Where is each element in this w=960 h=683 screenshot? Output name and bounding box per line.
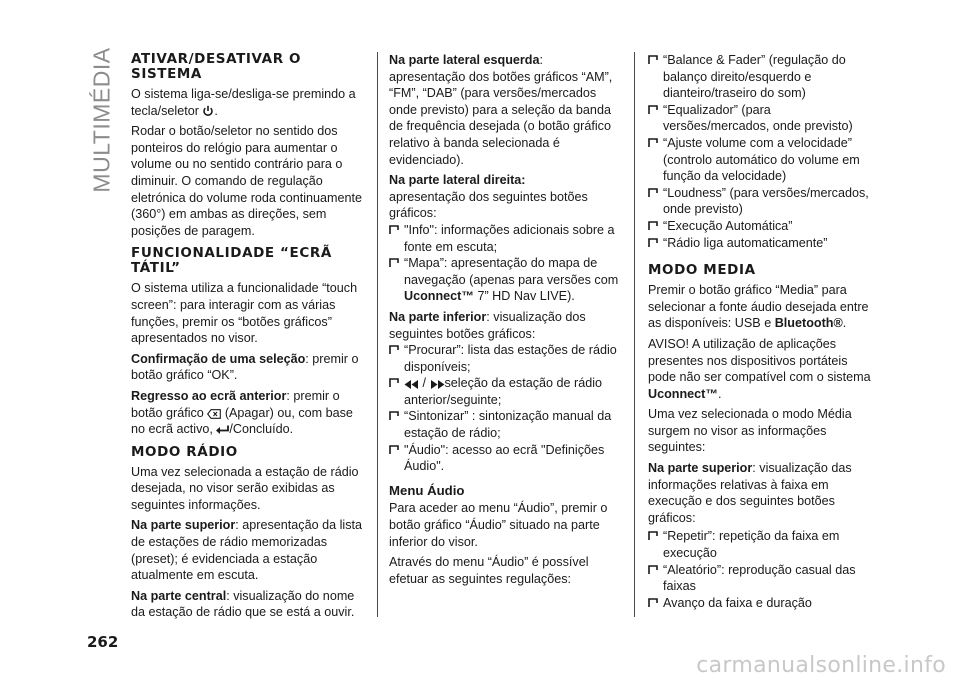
bullet-icon <box>389 445 399 455</box>
paragraph: Na parte central: visualização do nome da estação de rádio que se está a ouvir. <box>131 588 355 620</box>
bullet-icon <box>648 55 658 65</box>
list-item: “Balance & Fader” (regulação do balanço direito/esquerdo e dianteiro/traseiro do som) <box>648 52 878 102</box>
list-item: / seleção da estação de rádio anterior/seguinte; <box>389 375 621 408</box>
subheading-menu-audio: Menu Áudio <box>389 482 465 498</box>
paragraph: Uma vez selecionada o modo Média surgem no visor as informações seguintes: <box>648 407 852 455</box>
list-item: “Sintonizar” : sintonização manual da estação de rádio; <box>389 408 621 441</box>
paragraph: Na parte superior: visualização das informações relativas à faixa em execução e dos seguintes botões gráficos: <box>648 461 852 525</box>
list-item: “Loudness” (para versões/mercados, onde previsto) <box>648 185 878 218</box>
paragraph: O sistema liga-se/desliga-se premindo a tecla/seletor . <box>131 87 356 118</box>
bullet-icon <box>389 225 399 235</box>
list-item: “Equalizador” (para versões/mercados, onde previsto) <box>648 102 878 135</box>
section-title: MULTIMÉDIA <box>88 47 115 193</box>
column-3 <box>648 52 878 611</box>
paragraph: O sistema utiliza a funcionalidade “touch screen”: para interagir com as várias funções, premir os “botões gráficos” apresentados no visor. <box>131 281 358 346</box>
previous-icon <box>404 380 419 389</box>
column-2 <box>389 52 621 591</box>
bullet-icon <box>648 221 658 231</box>
list-item: “Aleatório”: reprodução casual das faixas <box>648 562 878 595</box>
column-divider <box>634 52 635 617</box>
paragraph: Na parte superior: apresentação da lista de estações de rádio memorizadas (preset); é evidenciada a estação atualmente em escuta. <box>131 518 362 583</box>
list-item: “Procurar”: lista das estações de rádio disponíveis; <box>389 342 621 375</box>
bullet-icon <box>389 378 399 388</box>
next-icon <box>430 380 445 389</box>
watermark: carmanualsonline.info <box>696 653 946 678</box>
paragraph: Na parte inferior: visualização dos seguintes botões gráficos: <box>389 309 586 341</box>
bullet-icon <box>648 138 658 148</box>
paragraph: Confirmação de uma seleção: premir o botão gráfico “OK”. <box>131 351 359 383</box>
list-item: Avanço da faixa e duração <box>648 595 878 612</box>
paragraph: Na parte lateral esquerda: apresentação dos botões gráficos “AM”, “FM”, “DAB” (para versões/mercados onde previsto) para a seleção da banda de frequência desejada (o botão gráfico relativo à banda selecionada é evidenciado). <box>389 53 613 167</box>
column-divider <box>377 52 378 617</box>
bullet-icon <box>648 565 658 575</box>
bullet-icon <box>648 531 658 541</box>
list-item: "Áudio": acesso ao ecrã "Definições Áudio". <box>389 442 621 475</box>
heading-funcionalidade: FUNCIONALIDADE “ECRÃ TÁTIL” <box>131 245 332 277</box>
bullet-icon <box>389 345 399 355</box>
bullet-icon <box>648 105 658 115</box>
enter-arrow-icon <box>216 425 229 435</box>
paragraph: Através do menu “Áudio” é possível efetuar as seguintes regulações: <box>389 555 589 586</box>
paragraph: Para aceder ao menu “Áudio”, premir o botão gráfico “Áudio” situado na parte inferior do visor. <box>389 501 608 549</box>
page-number: 262 <box>87 633 119 651</box>
bullet-icon <box>648 598 658 608</box>
paragraph: apresentação dos seguintes botões gráficos: <box>389 189 588 221</box>
bullet-icon <box>648 238 658 248</box>
backspace-icon <box>207 409 221 419</box>
paragraph: Rodar o botão/seletor no sentido dos ponteiros do relógio para aumentar o volume ou no sentido contrário para o diminuir. O comando de regulação eletrónica do volume roda continuamente (360°) em ambas as direções, sem posições de paragem. <box>131 124 363 238</box>
bullet-icon <box>648 188 658 198</box>
paragraph: Premir o botão gráfico “Media” para selecionar a fonte áudio desejada entre as disponíveis: USB e Bluetooth®. <box>648 283 869 331</box>
paragraph: Regresso ao ecrã anterior: premir o botão gráfico (Apagar) ou, com base no ecrã activo, /Concluído. <box>131 388 353 437</box>
list-item: “Mapa”: apresentação do mapa de navegação (apenas para versões com Uconnect™ 7” HD Nav LIVE). <box>389 255 621 305</box>
paragraph: Na parte lateral direita: <box>389 173 526 188</box>
power-icon <box>202 105 214 117</box>
list-item: “Execução Automática” <box>648 218 878 235</box>
paragraph: AVISO! A utilização de aplicações presentes nos dispositivos portáteis pode não ser compatível com o sistema Uconnect™. <box>648 336 871 401</box>
paragraph: Uma vez selecionada a estação de rádio desejada, no visor serão exibidas as seguintes informações. <box>131 464 359 512</box>
bullet-icon <box>389 258 399 268</box>
list-item: “Ajuste volume com a velocidade” (controlo automático do volume em função da velocidade) <box>648 135 878 185</box>
list-item: “Rádio liga automaticamente” <box>648 235 878 252</box>
heading-modo-media: MODO MEDIA <box>648 262 756 279</box>
list-item: “Repetir”: repetição da faixa em execução <box>648 528 878 561</box>
heading-modo-radio: MODO RÁDIO <box>131 443 238 460</box>
bullet-icon <box>389 411 399 421</box>
list-item: "Info": informações adicionais sobre a fonte em escuta; <box>389 222 621 255</box>
heading-ativar: ATIVAR/DESATIVAR O SISTEMA <box>131 51 302 82</box>
column-1 <box>131 52 365 625</box>
